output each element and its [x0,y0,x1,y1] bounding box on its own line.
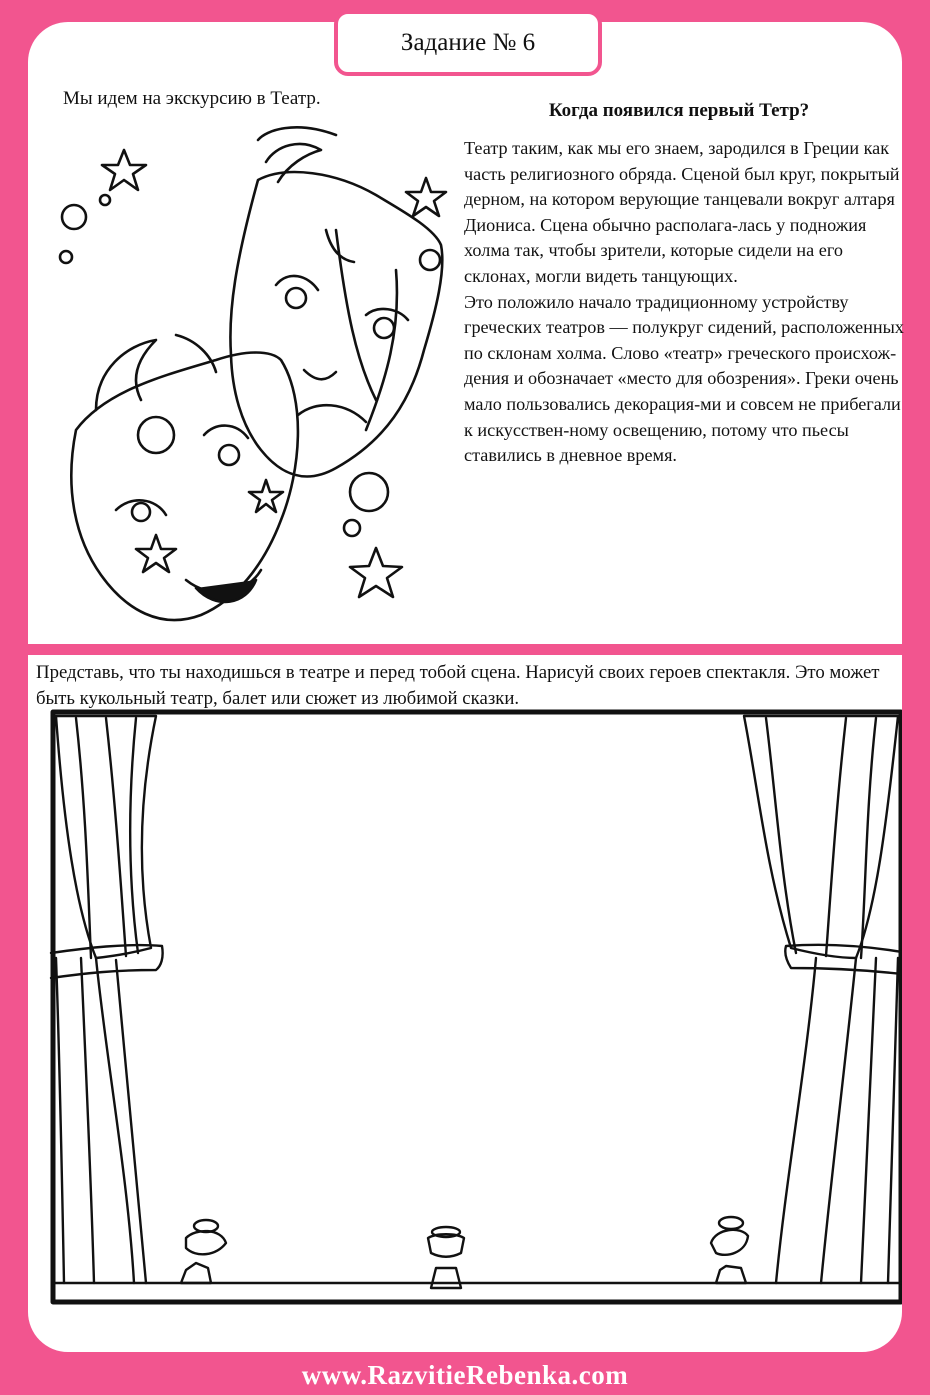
sad-mask-icon [230,127,442,476]
left-spotlight-icon [181,1220,226,1283]
star-icon [350,548,402,597]
theatre-masks-illustration [36,110,456,635]
article-body [464,136,904,469]
star-icon [406,178,446,216]
intro-text: Мы идем на экскурсию в Театр. [63,88,321,109]
center-spotlight-icon [428,1227,464,1288]
left-curtain-icon [51,716,163,1283]
bubble-icon [60,251,72,263]
article-paragraph-2: Это положило начало традиционному устройству греческих театров — полукруг сидений, расположенных по склонам холма. Слово «театр» греческого происхож-дения и обозначает «место для обозрения». Греки очень мало пользовались декорация-ми и совсем не прибегали к искусствен-ному освещению, потому что пьесы ставились в дневное время. [464,291,904,466]
task-instructions: Представь, что ты находишься в театре и перед тобой сцена. Нарисуй своих героев спектакля. Это может быть кукольный театр, балет или сюжет из любимой сказки. [36,662,880,709]
task-title: Задание № 6 [334,10,602,76]
right-curtain-icon [744,716,902,1283]
right-spotlight-icon [711,1217,748,1283]
happy-mask-icon [71,335,298,620]
bubble-icon [350,473,388,511]
bubble-icon [100,195,110,205]
star-icon [102,150,146,190]
stage-frame [53,712,901,1302]
article-paragraph-1: Театр таким, как мы его знаем, зародился в Греции как часть религиозного обряда. Сценой был круг, покрытый дерном, на котором верующие танцевали вокруг алтаря Диониса. Сцена обычно располага-лась у подножия холма так, чтобы зрители, которые сидели на его склонах, могли видеть танцующих. [464,138,900,286]
footer-url[interactable]: www.RazvitieRebenka.com [301,1360,629,1390]
theatre-stage-drawing[interactable] [36,708,902,1338]
article-heading: Когда появился первый Тетр? [548,100,810,121]
bubble-icon [420,250,440,270]
bubble-icon [344,520,360,536]
bubble-icon [62,205,86,229]
